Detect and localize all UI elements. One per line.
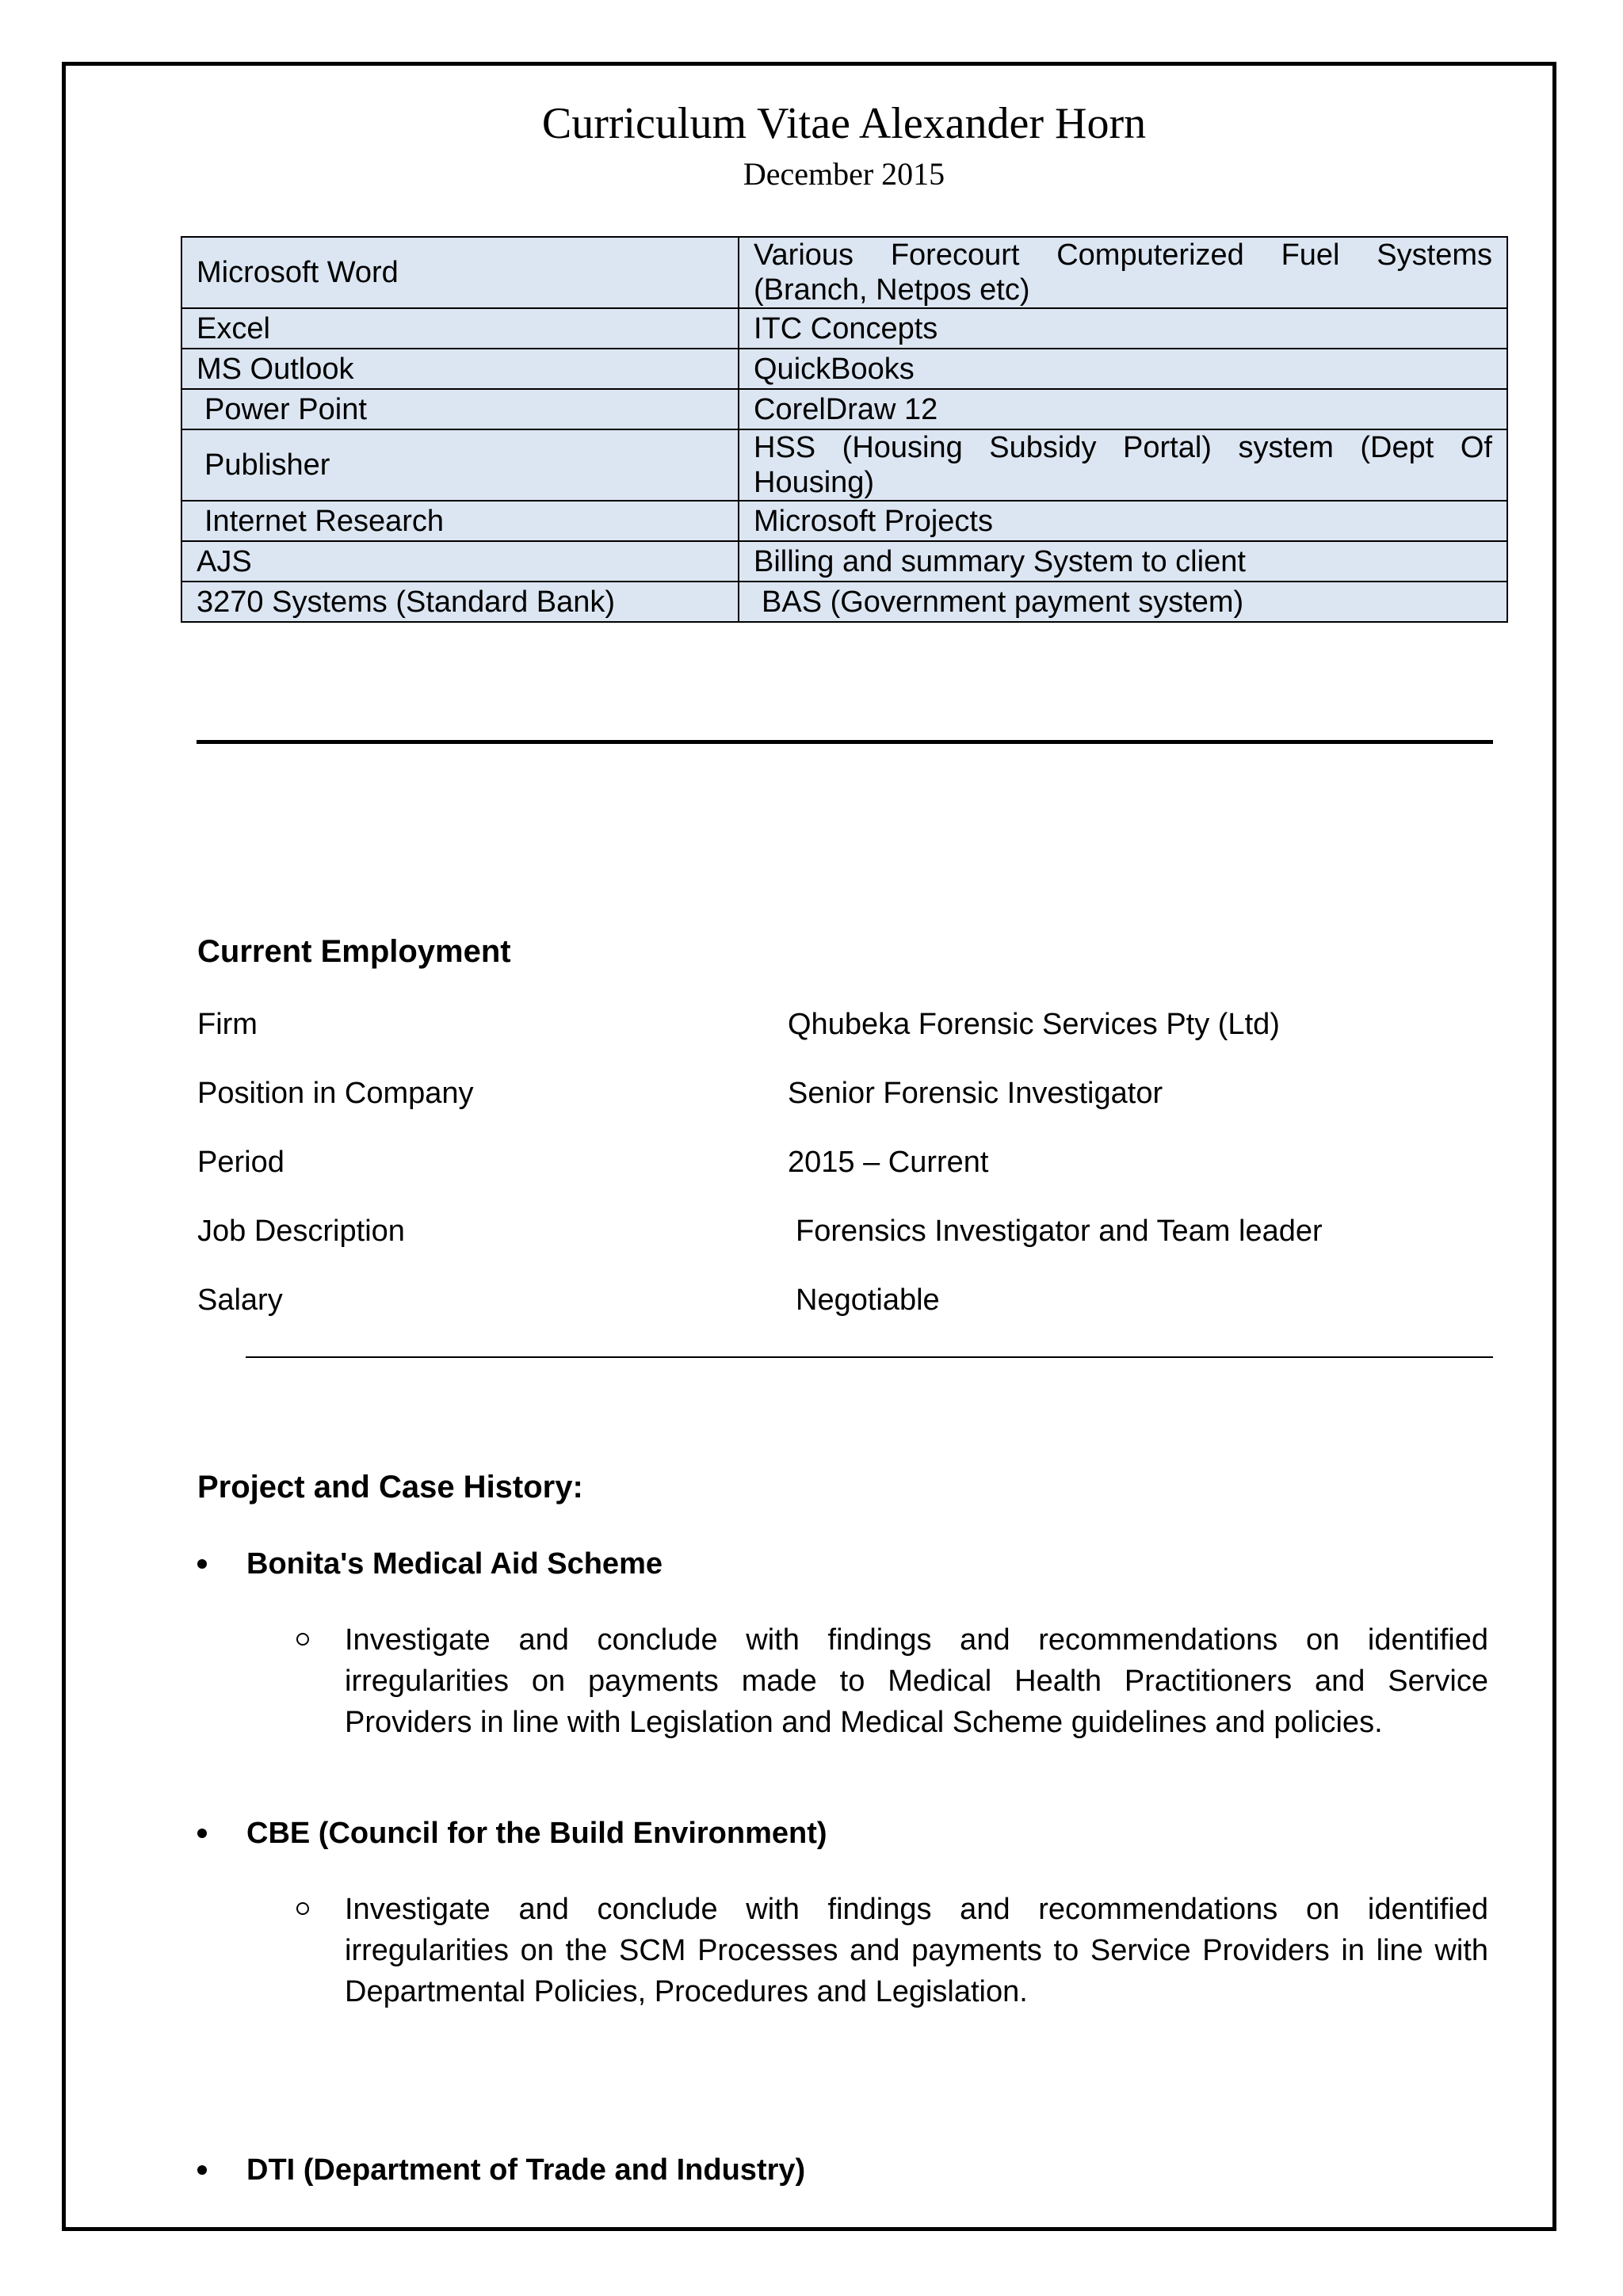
job-description-value: Forensics Investigator and Team leader bbox=[796, 1215, 1323, 1248]
section-divider bbox=[246, 1356, 1493, 1358]
skill-cell: ITC Concepts bbox=[739, 308, 1507, 349]
project-title: DTI (Department of Trade and Industry) bbox=[246, 2153, 806, 2187]
table-row bbox=[181, 349, 1507, 389]
skill-cell: HSS (Housing Subsidy Portal) system (Dept Of Housing) bbox=[739, 429, 1507, 501]
section-divider bbox=[197, 740, 1493, 744]
document-date: December 2015 bbox=[743, 156, 945, 192]
skill-cell: QuickBooks bbox=[739, 349, 1507, 389]
skill-label: BAS (Government payment system) bbox=[762, 585, 1244, 619]
skill-cell bbox=[181, 429, 739, 501]
period-label: Period bbox=[197, 1146, 285, 1179]
skill-cell: CorelDraw 12 bbox=[739, 389, 1507, 429]
table-row bbox=[181, 429, 1507, 501]
table-row bbox=[181, 237, 1507, 308]
skill-cell bbox=[181, 501, 739, 541]
period-value: 2015 – Current bbox=[788, 1146, 989, 1179]
skill-cell: Microsoft Word bbox=[181, 237, 739, 308]
job-description-label: Job Description bbox=[197, 1215, 405, 1248]
table-row bbox=[181, 501, 1507, 541]
skill-cell: Excel bbox=[181, 308, 739, 349]
project-title: Bonita's Medical Aid Scheme bbox=[246, 1547, 663, 1581]
skill-cell: MS Outlook bbox=[181, 349, 739, 389]
skill-cell bbox=[739, 582, 1507, 622]
salary-value: Negotiable bbox=[796, 1283, 940, 1317]
project-history-heading: Project and Case History: bbox=[197, 1470, 583, 1505]
bullet-icon bbox=[197, 2165, 207, 2175]
salary-label: Salary bbox=[197, 1283, 283, 1317]
position-label: Position in Company bbox=[197, 1077, 474, 1110]
project-title: CBE (Council for the Build Environment) bbox=[246, 1817, 827, 1850]
firm-label: Firm bbox=[197, 1008, 258, 1041]
skill-cell: 3270 Systems (Standard Bank) bbox=[181, 582, 739, 622]
current-employment-heading: Current Employment bbox=[197, 934, 511, 969]
bullet-icon bbox=[197, 1829, 207, 1838]
skill-cell: AJS bbox=[181, 541, 739, 582]
position-value: Senior Forensic Investigator bbox=[788, 1077, 1163, 1110]
skill-label: Power Point bbox=[204, 392, 367, 426]
firm-value: Qhubeka Forensic Services Pty (Ltd) bbox=[788, 1008, 1280, 1041]
skill-cell: Microsoft Projects bbox=[739, 501, 1507, 541]
project-detail: Investigate and conclude with findings and recommendations on identified irregularities on the SCM Processes and payments to Service Providers in line with Departmental Policies, Procedures and Legislation. bbox=[345, 1893, 1488, 2008]
table-row bbox=[181, 541, 1507, 582]
project-detail: Investigate and conclude with findings and recommendations on identified irregularities on payments made to Medical Health Practitioners and Service Providers in line with Legislation and Medical Scheme guidelines and policies. bbox=[345, 1623, 1488, 1739]
skill-label: Internet Research bbox=[204, 504, 445, 538]
table-row bbox=[181, 582, 1507, 622]
table-row bbox=[181, 308, 1507, 349]
skill-cell bbox=[181, 389, 739, 429]
skill-cell: Billing and summary System to client bbox=[739, 541, 1507, 582]
bullet-icon bbox=[197, 1559, 207, 1569]
circle-bullet-icon bbox=[296, 1902, 309, 1915]
skill-label: Publisher bbox=[204, 448, 330, 482]
circle-bullet-icon bbox=[296, 1633, 309, 1646]
skill-cell: Various Forecourt Computerized Fuel Systems (Branch, Netpos etc) bbox=[739, 237, 1507, 308]
table-row bbox=[181, 389, 1507, 429]
document-title: Curriculum Vitae Alexander Horn bbox=[541, 99, 1147, 148]
skills-table bbox=[181, 236, 1508, 623]
